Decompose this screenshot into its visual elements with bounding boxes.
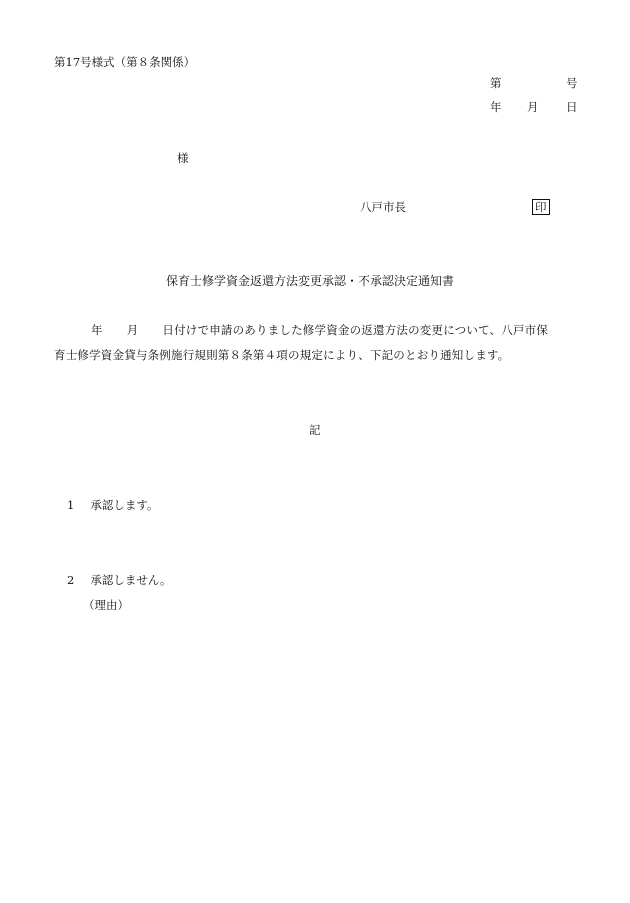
item-2-text: 承認しません。 [90, 573, 172, 587]
recipient-suffix: 様 [177, 151, 189, 165]
issuer-name: 八戸市長 [360, 200, 406, 214]
reason-label: （理由） [83, 598, 129, 612]
form-id: 第17号様式（第８条関係） [54, 55, 196, 69]
body-year: 年 [91, 323, 103, 337]
item-2 [67, 575, 172, 587]
date-month: 月 [527, 100, 539, 114]
body-line-2: 育士修学資金貸与条例施行規則第８条第４項の規定により、下記のとおり通知します。 [54, 348, 510, 362]
seal-mark [532, 199, 550, 215]
doc-number-prefix: 第 [490, 76, 502, 90]
item-1 [67, 500, 158, 512]
body-line-1 [91, 325, 548, 337]
item-1-text: 承認します。 [90, 498, 159, 512]
date-year: 年 [490, 100, 502, 114]
body-month: 月 [126, 323, 139, 337]
item-2-number: 2 [67, 573, 75, 587]
doc-number-suffix: 号 [566, 76, 578, 90]
seal-text: 印 [532, 199, 550, 215]
date-day: 日 [566, 100, 578, 114]
document-title: 保育士修学資金返還方法変更承認・不承認決定通知書 [166, 274, 455, 288]
ki-heading: 記 [309, 423, 321, 437]
body-line-1-text: 日付けで申請のありました修学資金の返還方法の変更について、八戸市保 [162, 323, 549, 337]
item-1-number: 1 [67, 498, 75, 512]
